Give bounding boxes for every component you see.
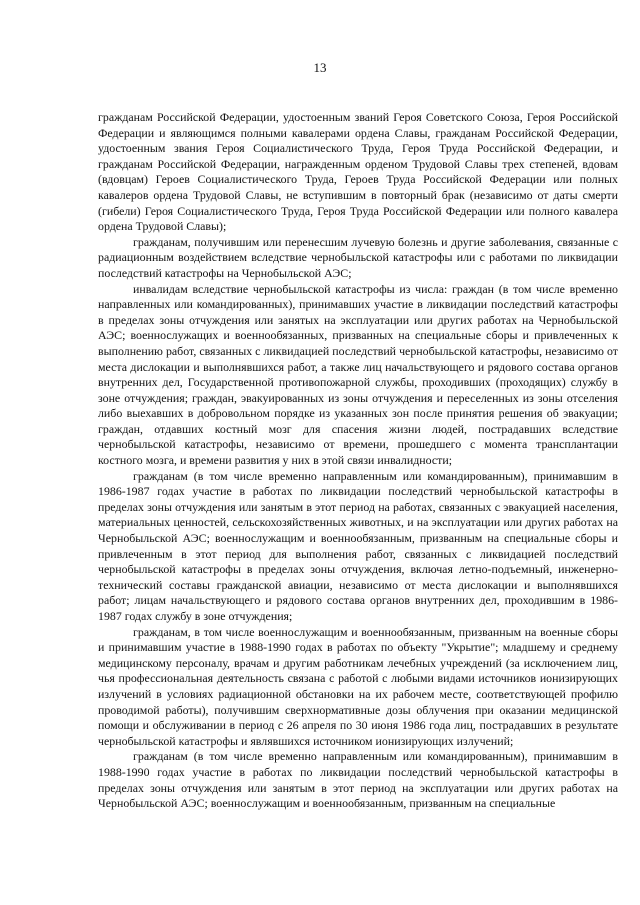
paragraph-liquidators-1988-1990: гражданам (в том числе временно направленным или командированным), принимавшим в 1988-1990 годах участие в работах по ликвидации последствий чернобыльской катастрофы в пределах зоны отчуждения или занятым в этот период на эксплуатации или других работах на Чернобыльской АЭС; военнослужащим и военнообязанным, призванным на специальные <box>98 749 618 811</box>
document-body <box>98 110 618 812</box>
paragraph-ukrytie-medical: гражданам, в том числе военнослужащим и военнообязанным, призванным на военные сборы и принимавшим участие в 1988-1990 годах в работах по объекту "Укрытие"; младшему и среднему медицинскому персоналу, врачам и другим работникам лечебных учреждений (за исключением лиц, чья профессиональная деятельность связана с работой с любыми видами источников ионизирующих излучений в условиях радиационной обстановки на их рабочем месте, соответствующей профилю проводимой работы), получившим сверхнормативные дозы облучения при оказании медицинской помощи и обслуживании в период с 26 апреля по 30 июня 1986 года лиц, пострадавших в результате чернобыльской катастрофы и являвшихся источником ионизирующих излучений; <box>98 624 618 748</box>
paragraph-disabled-chernobyl: инвалидам вследствие чернобыльской катастрофы из числа: граждан (в том числе временно направленных или командированных), принимавших участие в ликвидации последствий катастрофы в пределах зоны отчуждения или занятых на эксплуатации или других работах на Чернобыльской АЭС; военнослужащих и военнообязанных, призванных на специальные сборы и привлеченных к выполнению работ, связанных с ликвидацией последствий чернобыльской катастрофы, независимо от места дислокации и выполнявшихся работ, а также лиц начальствующего и рядового состава органов внутренних дел, Государственной противопожарной службы, проходивших (проходящих) службу в зоне отчуждения; граждан, эвакуированных из зоны отчуждения и переселенных из зоны отселения либо выехавших в добровольном порядке из указанных зон после принятия решения об эвакуации; граждан, отдавших костный мозг для спасения жизни людей, пострадавших вследствие чернобыльской катастрофы, независимо от времени, прошедшего с момента трансплантации костного мозга, и времени развития у них в этой связи инвалидности; <box>98 281 618 468</box>
page-number: 13 <box>313 60 327 75</box>
paragraph-liquidators-1986-1987: гражданам (в том числе временно направленным или командированным), принимавшим в 1986-1987 годах участие в работах по ликвидации последствий чернобыльской катастрофы в пределах зоны отчуждения или занятым в этот период на работах, связанных с эвакуацией населения, материальных ценностей, сельскохозяйственных животных, и на эксплуатации или других работах на Чернобыльской АЭС; военнослужащим и военнообязанным, призванным на специальные сборы и привлеченным в этот период для выполнения работ, связанных с ликвидацией последствий чернобыльской катастрофы в пределах зоны отчуждения, включая летно-подъемный, инженерно-технический составы гражданской авиации, независимо от места дислокации и выполнявшихся работ; лицам начальствующего и рядового состава органов внутренних дел, проходившим в 1986-1987 годах службу в зоне отчуждения; <box>98 468 618 623</box>
paragraph-heroes: гражданам Российской Федерации, удостоенным званий Героя Советского Союза, Героя Российской Федерации и являющимся полными кавалерами ордена Славы, гражданам Российской Федерации, удостоенным звания Героя Социалистического Труда, Героя Труда Российской Федерации, и гражданам Российской Федерации, награжденным орденом Трудовой Славы трех степеней, вдовам (вдовцам) Героев Социалистического Труда, Героев Труда Российской Федерации или полных кавалеров ордена Трудовой Славы, не вступившим в повторный брак (независимо от даты смерти (гибели) Героя Социалистического Труда, Героя Труда Российской Федерации или полного кавалера ордена Трудовой Славы); <box>98 110 618 234</box>
paragraph-radiation-illness: гражданам, получившим или перенесшим лучевую болезнь и другие заболевания, связанные с радиационным воздействием вследствие чернобыльской катастрофы или с работами по ликвидации последствий катастрофы на Чернобыльской АЭС; <box>98 234 618 280</box>
